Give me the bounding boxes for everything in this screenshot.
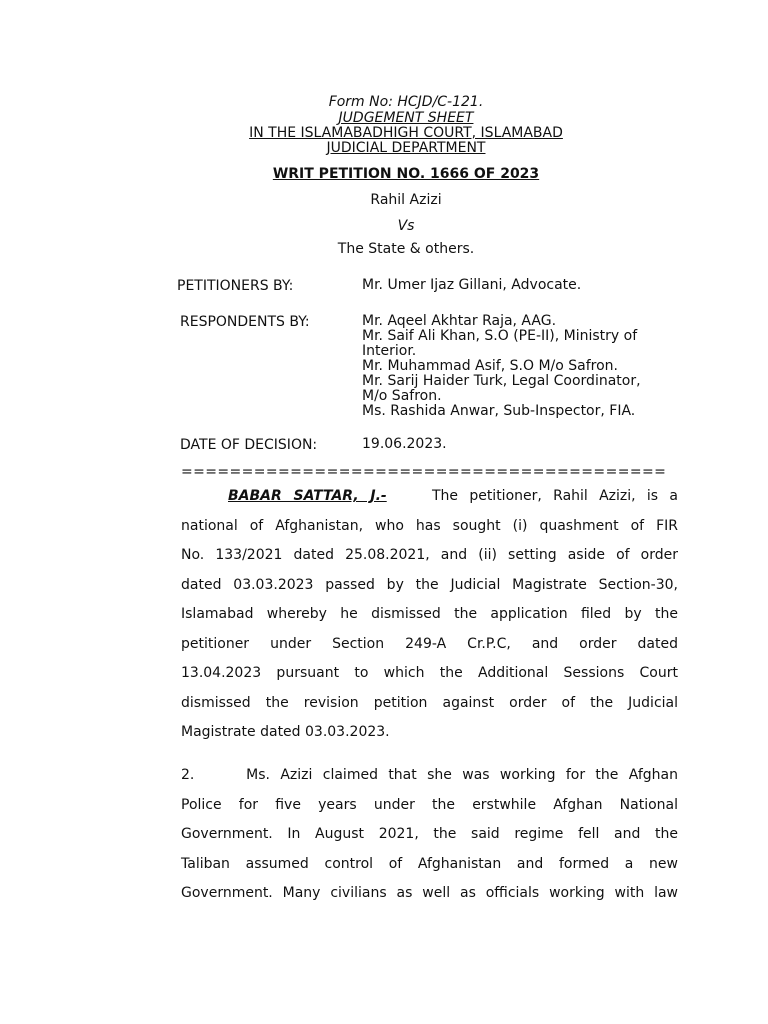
paragraph-line: Taliban assumed control of Afghanistan and formed a new [181, 855, 678, 872]
paragraph-line: Police for five years under the erstwhile Afghan National [181, 796, 678, 813]
paragraph-line: No. 133/2021 dated 25.08.2021, and (ii) setting aside of order [181, 547, 678, 563]
paragraph-1 [181, 488, 678, 754]
paragraph-line: dismissed the revision petition against order of the Judicial [181, 694, 678, 711]
paragraph-line: 13.04.2023 pursuant to which the Additional Sessions Court [181, 665, 678, 681]
decision-date-value: 19.06.2023. [362, 436, 447, 452]
case-title: WRIT PETITION NO. 1666 OF 2023 [272, 166, 540, 182]
paragraph-line: dated 03.03.2023 passed by the Judicial Magistrate Section-30, [181, 576, 678, 593]
paragraph-line: Government. Many civilians as well as officials working with law [181, 885, 678, 901]
respondent-counsel-line: M/o Safron. [362, 388, 442, 404]
paragraph-line: Islamabad whereby he dismissed the application filed by the [181, 606, 678, 622]
paragraph-line: Government. In August 2021, the said regime fell and the [181, 826, 678, 842]
respondent-counsel-line: Mr. Sarij Haider Turk, Legal Coordinator, [362, 373, 641, 389]
paragraph-line: Magistrate dated 03.03.2023. [181, 724, 390, 740]
judgement-sheet-heading: JUDGEMENT SHEET [338, 110, 474, 126]
respondent-name: The State & others. [337, 241, 475, 257]
respondent-counsel-line: Interior. [362, 343, 417, 359]
paragraph-line: 2. Ms. Azizi claimed that she was working for the Afghan [181, 767, 678, 783]
form-number: Form No: HCJD/C-121. [328, 94, 484, 110]
department-name: JUDICIAL DEPARTMENT [326, 140, 486, 156]
respondent-counsel-line: Ms. Rashida Anwar, Sub-Inspector, FIA. [362, 403, 636, 419]
respondent-counsel-line: Mr. Muhammad Asif, S.O M/o Safron. [362, 358, 618, 374]
respondent-counsel-line: Mr. Saif Ali Khan, S.O (PE-II), Ministry of [362, 328, 638, 344]
paragraph-2 [181, 767, 678, 915]
court-name: IN THE ISLAMABADHIGH COURT, ISLAMABAD [249, 125, 563, 141]
paragraph-line: BABAR SATTAR, J.- The petitioner, Rahil Azizi, is a [228, 488, 678, 504]
paragraph-line: national of Afghanistan, who has sought (i) quashment of FIR [181, 517, 678, 534]
petitioners-counsel: Mr. Umer Ijaz Gillani, Advocate. [362, 277, 582, 293]
respondents-counsel-list [362, 314, 697, 419]
judge-name: BABAR SATTAR, J.- [228, 488, 387, 504]
versus-label: Vs [397, 218, 415, 234]
separator-line: ======================================== [181, 464, 667, 480]
petitioner-name: Rahil Azizi [370, 192, 442, 208]
respondents-label: RESPONDENTS BY: [180, 314, 310, 330]
paragraph-line: petitioner under Section 249-A Cr.P.C, and order dated [181, 635, 678, 652]
decision-date-label: DATE OF DECISION: [180, 437, 318, 453]
respondent-counsel-line: Mr. Aqeel Akhtar Raja, AAG. [362, 313, 557, 329]
petitioners-label: PETITIONERS BY: [177, 278, 294, 294]
